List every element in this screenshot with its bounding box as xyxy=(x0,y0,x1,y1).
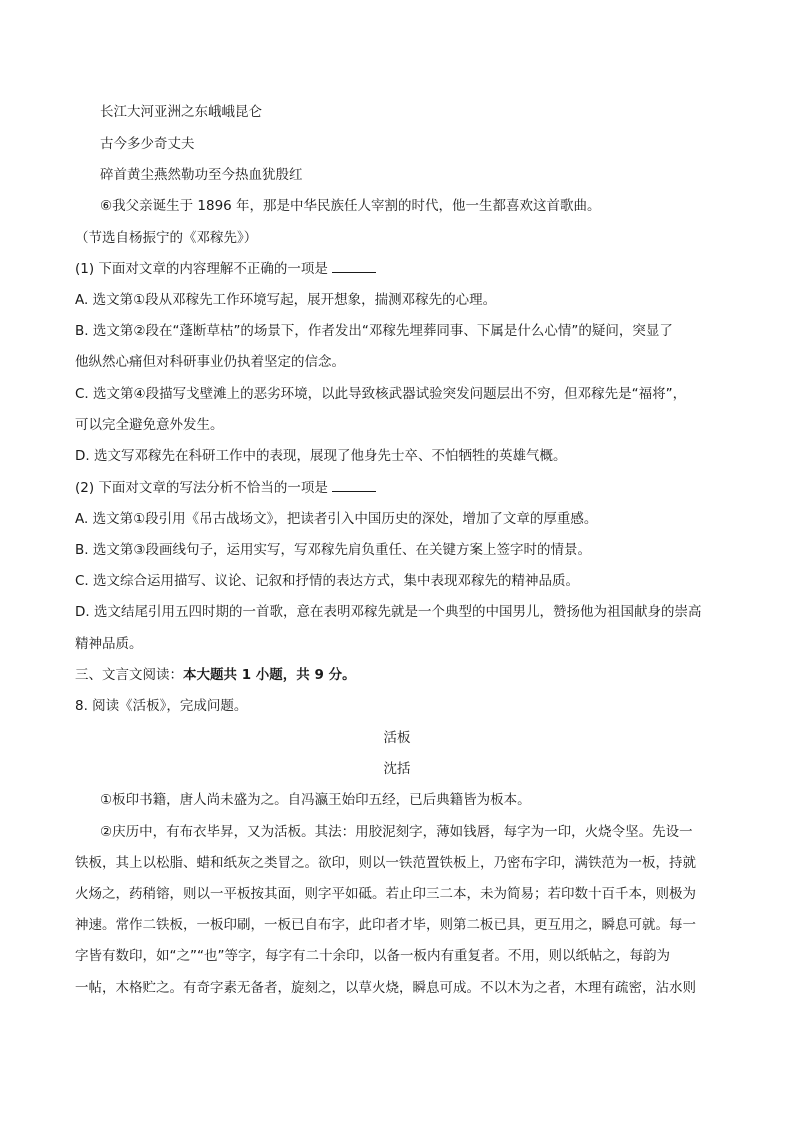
article-paragraph-2-line-1: ②庆历中，有布衣毕昇，又为活板。其法：用胶泥刻字，薄如钱唇，每字为一印，火烧令坚。先设一 xyxy=(100,824,693,840)
article-paragraph-2-line-5: 字皆有数印，如“之”“也”等字，每字有二十余印，以备一板内有重复者。不用，则以纸帖之，每韵为 xyxy=(75,948,670,964)
article-paragraph-2-line-2: 铁板，其上以松脂、蜡和纸灰之类冒之。欲印，则以一铁范置铁板上，乃密布字印，满铁范为一板，持就 xyxy=(75,855,696,871)
question-8-stem: 8. 阅读《活板》，完成问题。 xyxy=(75,698,248,714)
section-3-heading xyxy=(75,665,356,685)
question-1-option-a: A. 选文第①段从邓稼先工作环境写起，展开想象，揣测邓稼先的心理。 xyxy=(75,292,497,308)
question-2-option-c: C. 选文综合运用描写、议论、记叙和抒情的表达方式，集中表现邓稼先的精神品质。 xyxy=(75,573,580,589)
question-1-option-b-line-2: 他纵然心痛但对科研事业仍执着坚定的信念。 xyxy=(75,354,345,370)
poem-line-3: 碎首黄尘燕然勒功至今热血犹殷红 xyxy=(100,167,303,183)
question-2-stem xyxy=(75,478,376,498)
question-1-option-d: D. 选文写邓稼先在科研工作中的表现，展现了他身先士卒、不怕牺牲的英雄气概。 xyxy=(75,448,567,464)
question-1-option-c-line-1: C. 选文第④段描写戈壁滩上的恶劣环境，以此导致核武器试验突发问题层出不穷，但邓稼先是“福将”， xyxy=(75,386,687,402)
answer-blank xyxy=(332,479,376,492)
article-paragraph-2-line-3: 火炀之，药稍镕，则以一平板按其面，则字平如砥。若止印三二本，未为简易；若印数十百千本，则极为 xyxy=(75,886,696,902)
section-3-score-info: 本大题共 1 小题，共 9 分。 xyxy=(183,667,356,683)
question-2-stem-text: (2) 下面对文章的写法分析不恰当的一项是 xyxy=(75,480,328,496)
article-paragraph-2-line-6: 一帖，木格贮之。有奇字素无备者，旋刻之，以草火烧，瞬息可成。不以木为之者，木理有疏密，沾水则 xyxy=(75,980,696,996)
section-3-prefix: 三、文言文阅读： xyxy=(75,667,183,683)
question-2-option-a: A. 选文第①段引用《吊古战场文》，把读者引入中国历史的深处，增加了文章的厚重感。 xyxy=(75,511,598,527)
question-1-option-c-line-2: 可以完全避免意外发生。 xyxy=(75,417,224,433)
source-note: （节选自杨振宁的《邓稼先》） xyxy=(75,230,258,246)
article-paragraph-2-line-4: 神速。常作二铁板，一板印刷，一板已自布字，此印者才毕，则第二板已具，更互用之，瞬息可就。每一 xyxy=(75,917,696,933)
question-1-option-b-line-1: B. 选文第②段在“蓬断草枯”的场景下，作者发出“邓稼先埋葬同事、下属是什么心情”的疑问，突显了 xyxy=(75,323,673,339)
question-1-stem xyxy=(75,259,376,279)
question-2-option-d-line-2: 精神品质。 xyxy=(75,636,143,652)
paragraph-6: ⑥我父亲诞生于 1896 年，那是中华民族任人宰割的时代，他一生都喜欢这首歌曲。 xyxy=(100,198,601,214)
poem-line-1: 长江大河亚洲之东峨峨昆仑 xyxy=(100,104,262,120)
article-author: 沈括 xyxy=(383,761,411,777)
question-2-option-b: B. 选文第③段画线句子，运用实写，写邓稼先肩负重任、在关键方案上签字时的情景。 xyxy=(75,542,591,558)
answer-blank xyxy=(332,260,376,273)
question-1-stem-text: (1) 下面对文章的内容理解不正确的一项是 xyxy=(75,261,328,277)
article-paragraph-1: ①板印书籍，唐人尚未盛为之。自冯瀛王始印五经，已后典籍皆为板本。 xyxy=(100,792,531,808)
poem-line-2: 古今多少奇丈夫 xyxy=(100,136,195,152)
article-title: 活板 xyxy=(383,730,411,746)
question-2-option-d-line-1: D. 选文结尾引用五四时期的一首歌，意在表明邓稼先就是一个典型的中国男儿，赞扬他为祖国献身的崇高 xyxy=(75,604,702,620)
